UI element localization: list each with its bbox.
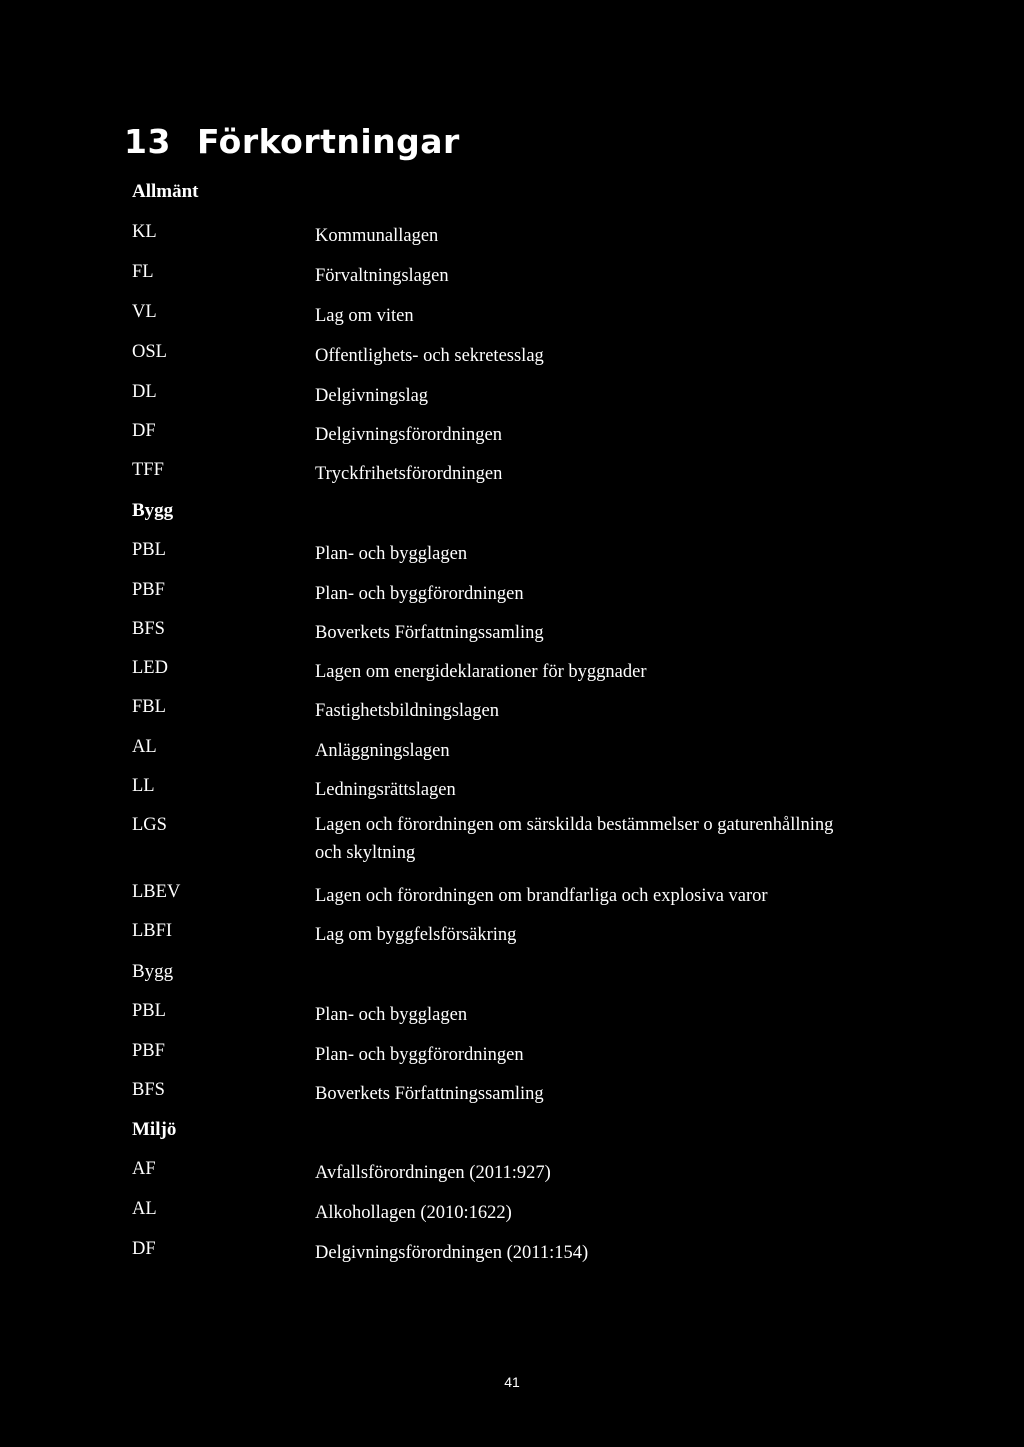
- abbreviation: DL: [132, 382, 157, 402]
- abbreviation: AF: [132, 1159, 156, 1179]
- page-number: 41: [504, 1374, 520, 1390]
- abbreviation: LL: [132, 776, 155, 796]
- full-name: Delgivningsförordningen (2011:154): [315, 1243, 589, 1263]
- full-name: Alkohollagen (2010:1622): [315, 1203, 512, 1223]
- abbreviation: VL: [132, 302, 157, 322]
- section-heading-bygg: Bygg: [132, 500, 174, 521]
- abbreviation: LED: [132, 658, 168, 678]
- abbreviation: LGS: [132, 815, 167, 835]
- full-name: Fastighetsbildningslagen: [315, 701, 499, 721]
- chapter-number: 13: [124, 122, 171, 161]
- abbreviation: FL: [132, 262, 154, 282]
- abbreviation: FBL: [132, 697, 166, 717]
- abbreviation: PBL: [132, 540, 166, 560]
- full-name: Plan- och bygglagen: [315, 1005, 468, 1025]
- full-name: Lagen om energideklarationer för byggnader: [315, 662, 647, 682]
- abbreviation: LBEV: [132, 882, 181, 902]
- full-name: Boverkets Författningssamling: [315, 623, 544, 643]
- abbreviation: KL: [132, 222, 157, 242]
- full-name: Plan- och byggförordningen: [315, 1045, 524, 1065]
- abbreviation: DF: [132, 421, 156, 441]
- full-name: Förvaltningslagen: [315, 266, 449, 286]
- full-name: Delgivningslag: [315, 386, 429, 406]
- abbreviation: DF: [132, 1239, 156, 1259]
- abbreviation: PBF: [132, 1041, 165, 1061]
- abbreviation: TFF: [132, 460, 164, 480]
- full-name: Lag om viten: [315, 306, 414, 326]
- full-name: Plan- och bygglagen: [315, 544, 468, 564]
- full-name: Ledningsrättslagen: [315, 780, 456, 800]
- full-name: Avfallsförordningen (2011:927): [315, 1163, 551, 1183]
- chapter-title: Förkortningar: [196, 122, 460, 161]
- abbreviation: AL: [132, 1199, 157, 1219]
- section-heading-allmant: Allmänt: [132, 181, 199, 202]
- full-name: Delgivningsförordningen: [315, 425, 503, 445]
- abbreviation: PBF: [132, 580, 165, 600]
- abbreviation: LBFI: [132, 921, 173, 941]
- section-heading-miljo: Miljö: [132, 1119, 177, 1140]
- full-name: Lag om byggfelsförsäkring: [315, 925, 517, 945]
- full-name: Lagen och förordningen om särskilda bestämmelser o gaturenhållning och skyltning: [315, 815, 834, 863]
- full-name: Tryckfrihetsförordningen: [315, 464, 503, 484]
- abbreviation: BFS: [132, 1080, 165, 1100]
- abbreviation: PBL: [132, 1001, 166, 1021]
- section-heading-bygg-2: Bygg: [132, 961, 174, 982]
- full-name: Kommunallagen: [315, 226, 439, 246]
- abbreviation: OSL: [132, 342, 167, 362]
- full-name: Anläggningslagen: [315, 741, 450, 761]
- full-name: Offentlighets- och sekretesslag: [315, 346, 544, 366]
- full-name: Plan- och byggförordningen: [315, 584, 524, 604]
- page-title: [124, 122, 460, 161]
- abbreviation: BFS: [132, 619, 165, 639]
- abbreviation: AL: [132, 737, 157, 757]
- full-name: Boverkets Författningssamling: [315, 1084, 544, 1104]
- full-name: Lagen och förordningen om brandfarliga och explosiva varor: [315, 886, 768, 906]
